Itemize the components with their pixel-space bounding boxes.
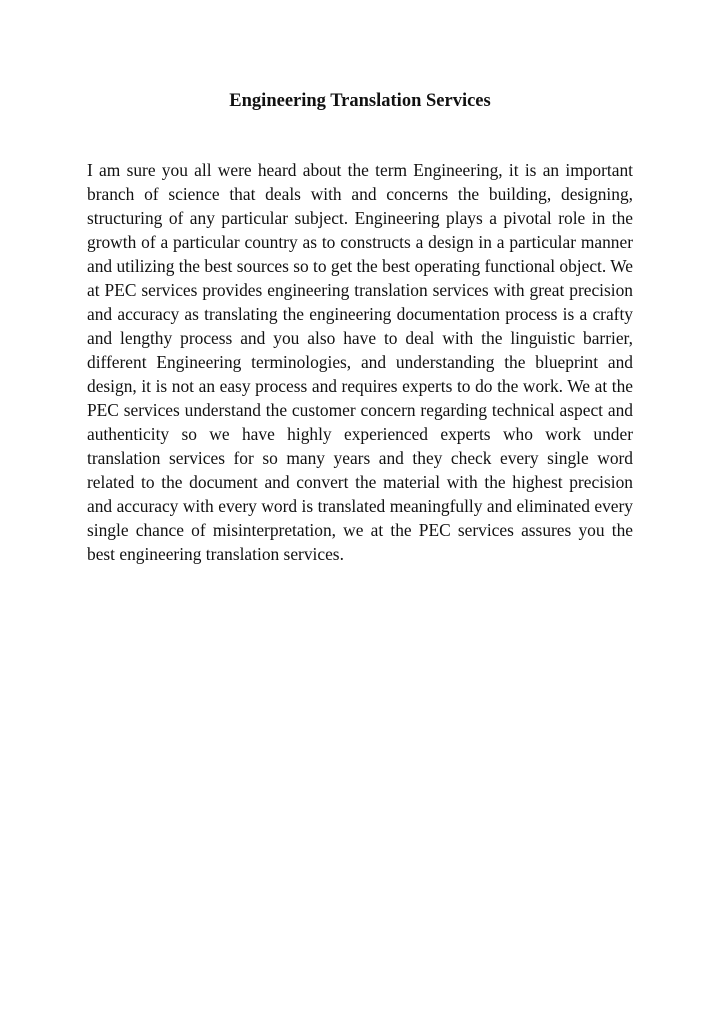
body-paragraph: I am sure you all were heard about the term Engineering, it is an important branch of science that deals with and concerns the building, designing, structuring of any particular subject. Engineering plays a pivotal role in the growth of a particular country as to constructs a design in a particular manner and utilizing the best sources so to get the best operating functional object. We at PEC services provides engineering translation services with great precision and accuracy as translating the engineering documentation process is a crafty and lengthy process and you also have to deal with the linguistic barrier, different Engineering terminologies, and understanding the blueprint and design, it is not an easy process and requires experts to do the work. We at the PEC services understand the customer concern regarding technical aspect and authenticity so we have highly experienced experts who work under translation services for so many years and they check every single word related to the document and convert the material with the highest precision and accuracy with every word is translated meaningfully and eliminated every single chance of misinterpretation, we at the PEC services assures you the best engineering translation services. <box>87 160 633 564</box>
document-title: Engineering Translation Services <box>229 91 491 111</box>
